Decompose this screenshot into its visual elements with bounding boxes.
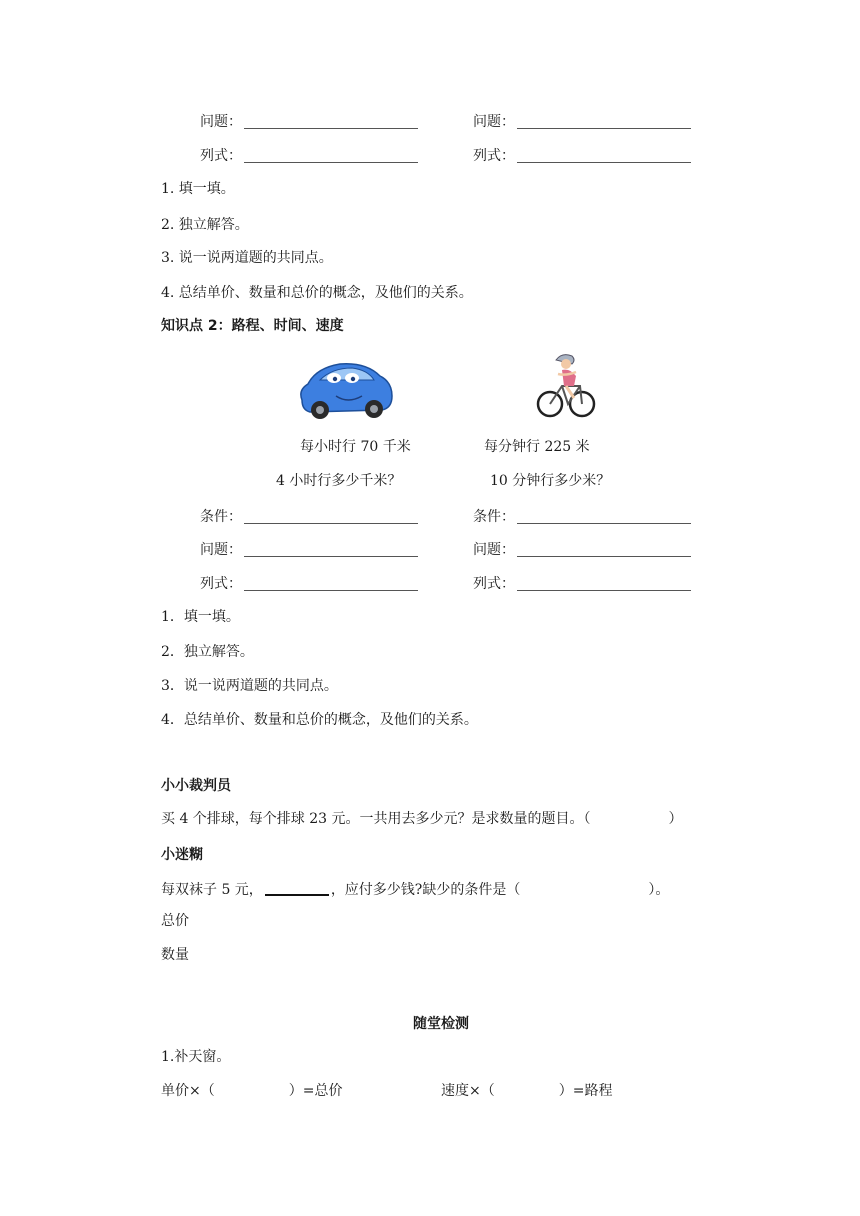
knowledge-point-2-title: 知识点 2：路程、时间、速度 (161, 318, 344, 334)
quiz-q1: 1.补天窗。 (161, 1049, 231, 1065)
quiz-right-b: ）=路程 (558, 1083, 613, 1099)
step2-2: 2．独立解答。 (161, 644, 254, 660)
top-right-formula-label: 列式： (473, 148, 515, 164)
quiz-left-a: 单价×（ (161, 1083, 215, 1099)
bike-formula-blank[interactable] (517, 590, 691, 591)
quiz-right-a: 速度×（ (441, 1083, 495, 1099)
top-right-question-label: 问题： (473, 114, 515, 130)
quiz-title: 随堂检测 (413, 1016, 469, 1032)
car-condition-label: 条件： (200, 509, 242, 525)
confused-blank[interactable] (265, 880, 329, 896)
top-right-formula-blank[interactable] (517, 162, 691, 163)
option-quantity: 数量 (161, 947, 189, 963)
confused-title: 小迷糊 (161, 847, 203, 863)
bike-question-blank[interactable] (517, 556, 691, 557)
top-left-formula-label: 列式： (200, 148, 242, 164)
quiz-left-formula (161, 1082, 342, 1100)
step2-3: 3．说一说两道题的共同点。 (161, 678, 338, 694)
step-3: 3. 说一说两道题的共同点。 (161, 250, 333, 266)
step-2: 2. 独立解答。 (161, 217, 249, 233)
car-question-label: 问题： (200, 542, 242, 558)
car-speed-text: 每小时行 70 千米 (300, 439, 411, 455)
step2-4: 4．总结单价、数量和总价的概念，及他们的关系。 (161, 712, 478, 728)
car-formula-blank[interactable] (244, 590, 418, 591)
referee-text: 买 4 个排球，每个排球 23 元。一共用去多少元？是求数量的题目。（ (161, 811, 591, 827)
bike-formula-label: 列式： (473, 576, 515, 592)
referee-title: 小小裁判员 (161, 778, 231, 794)
step-4: 4. 总结单价、数量和总价的概念，及他们的关系。 (161, 285, 473, 301)
referee-close: ） (668, 811, 683, 827)
option-total-price: 总价 (161, 913, 189, 929)
confused-text-b: ，应付多少钱?缺少的条件是（ (330, 882, 521, 898)
car-condition-blank[interactable] (244, 523, 418, 524)
confused-statement (161, 880, 669, 899)
top-right-question-blank[interactable] (517, 128, 691, 129)
step2-1: 1．填一填。 (161, 609, 240, 625)
top-left-question-label: 问题： (200, 114, 242, 130)
car-question-text: 4 小时行多少千米？ (276, 473, 402, 489)
top-left-formula-blank[interactable] (244, 162, 418, 163)
bike-condition-label: 条件： (473, 509, 515, 525)
confused-text-a: 每双袜子 5 元， (161, 882, 263, 898)
cyclist-icon (536, 346, 596, 422)
bike-condition-blank[interactable] (517, 523, 691, 524)
confused-close: ）。 (648, 882, 670, 898)
bike-question-text: 10 分钟行多少米？ (490, 473, 611, 489)
top-left-question-blank[interactable] (244, 128, 418, 129)
quiz-left-b: ）=总价 (288, 1083, 343, 1099)
bike-question-label: 问题： (473, 542, 515, 558)
car-question-blank[interactable] (244, 556, 418, 557)
bike-speed-text: 每分钟行 225 米 (484, 439, 590, 455)
quiz-right-formula (441, 1082, 612, 1100)
referee-statement (161, 810, 683, 828)
step-1: 1. 填一填。 (161, 181, 235, 197)
blue-cartoon-car-icon (296, 356, 396, 422)
car-formula-label: 列式： (200, 576, 242, 592)
